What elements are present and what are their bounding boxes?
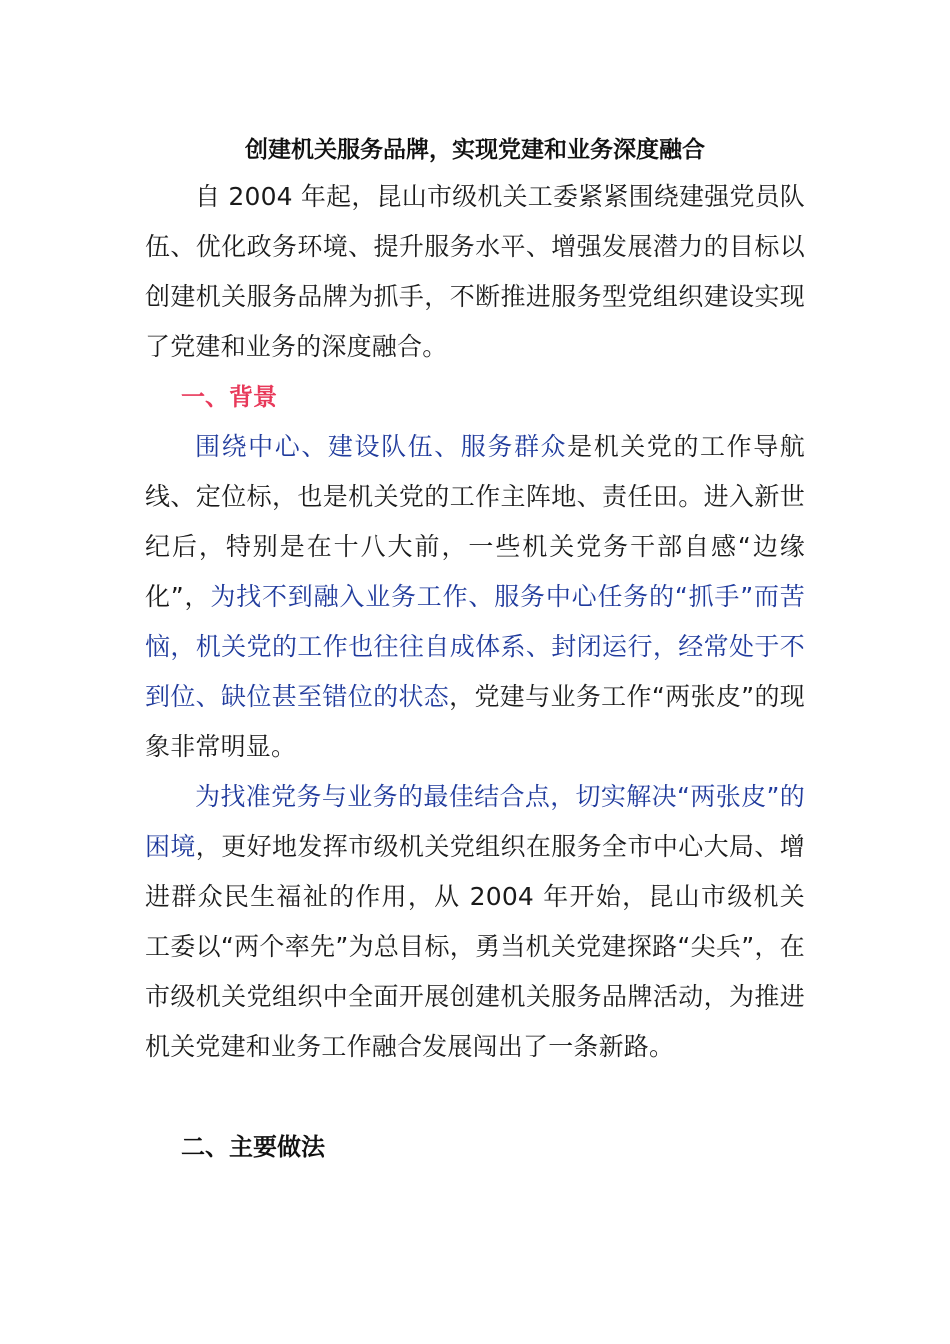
emphasis-text: 为找准党务与业务的最佳结合点，切实解决“两张皮”的困境: [145, 782, 805, 861]
body-text: ，党建与业务工作“两张皮”的现象非常明显。: [145, 682, 805, 761]
emphasis-text: 围绕中心、建设队伍、服务群众: [195, 432, 568, 461]
intro-paragraph: 自 2004 年起，昆山市级机关工委紧紧围绕建强党员队伍、优化政务环境、提升服务水平、增强发展潜力的目标以创建机关服务品牌为抓手，不断推进服务型党组织建设实现了党建和业务的深度融合。: [145, 182, 805, 361]
background-paragraph-1: [145, 422, 805, 772]
emphasis-text: 为找不到融入业务工作、服务中心任务的“抓手”而苦恼，机关党的工作也往往自成体系、封闭运行，经常处于不到位、缺位甚至错位的状态: [145, 582, 805, 711]
document-title: 创建机关服务品牌，实现党建和业务深度融合: [245, 137, 705, 163]
body-text: 是机关党的工作导航线、定位标，也是机关党的工作主阵地、责任田。进入新世纪后，特别是在十八大前，一些机关党务干部自感“边缘化”，: [145, 432, 805, 611]
section-heading-background: 一、背景: [181, 383, 277, 411]
blank-line: [145, 1072, 805, 1122]
background-paragraph-2: [145, 772, 805, 1072]
document-page: [145, 128, 805, 1172]
section-heading-main-practices: 二、主要做法: [181, 1133, 325, 1161]
body-text: ，更好地发挥市级机关党组织在服务全市中心大局、增进群众民生福祉的作用，从 2004 年开始，昆山市级机关工委以“两个率先”为总目标，勇当机关党建探路“尖兵”，在市级机关党组织中全面开展创建机关服务品牌活动，为推进机关党建和业务工作融合发展闯出了一条新路。: [145, 832, 805, 1061]
